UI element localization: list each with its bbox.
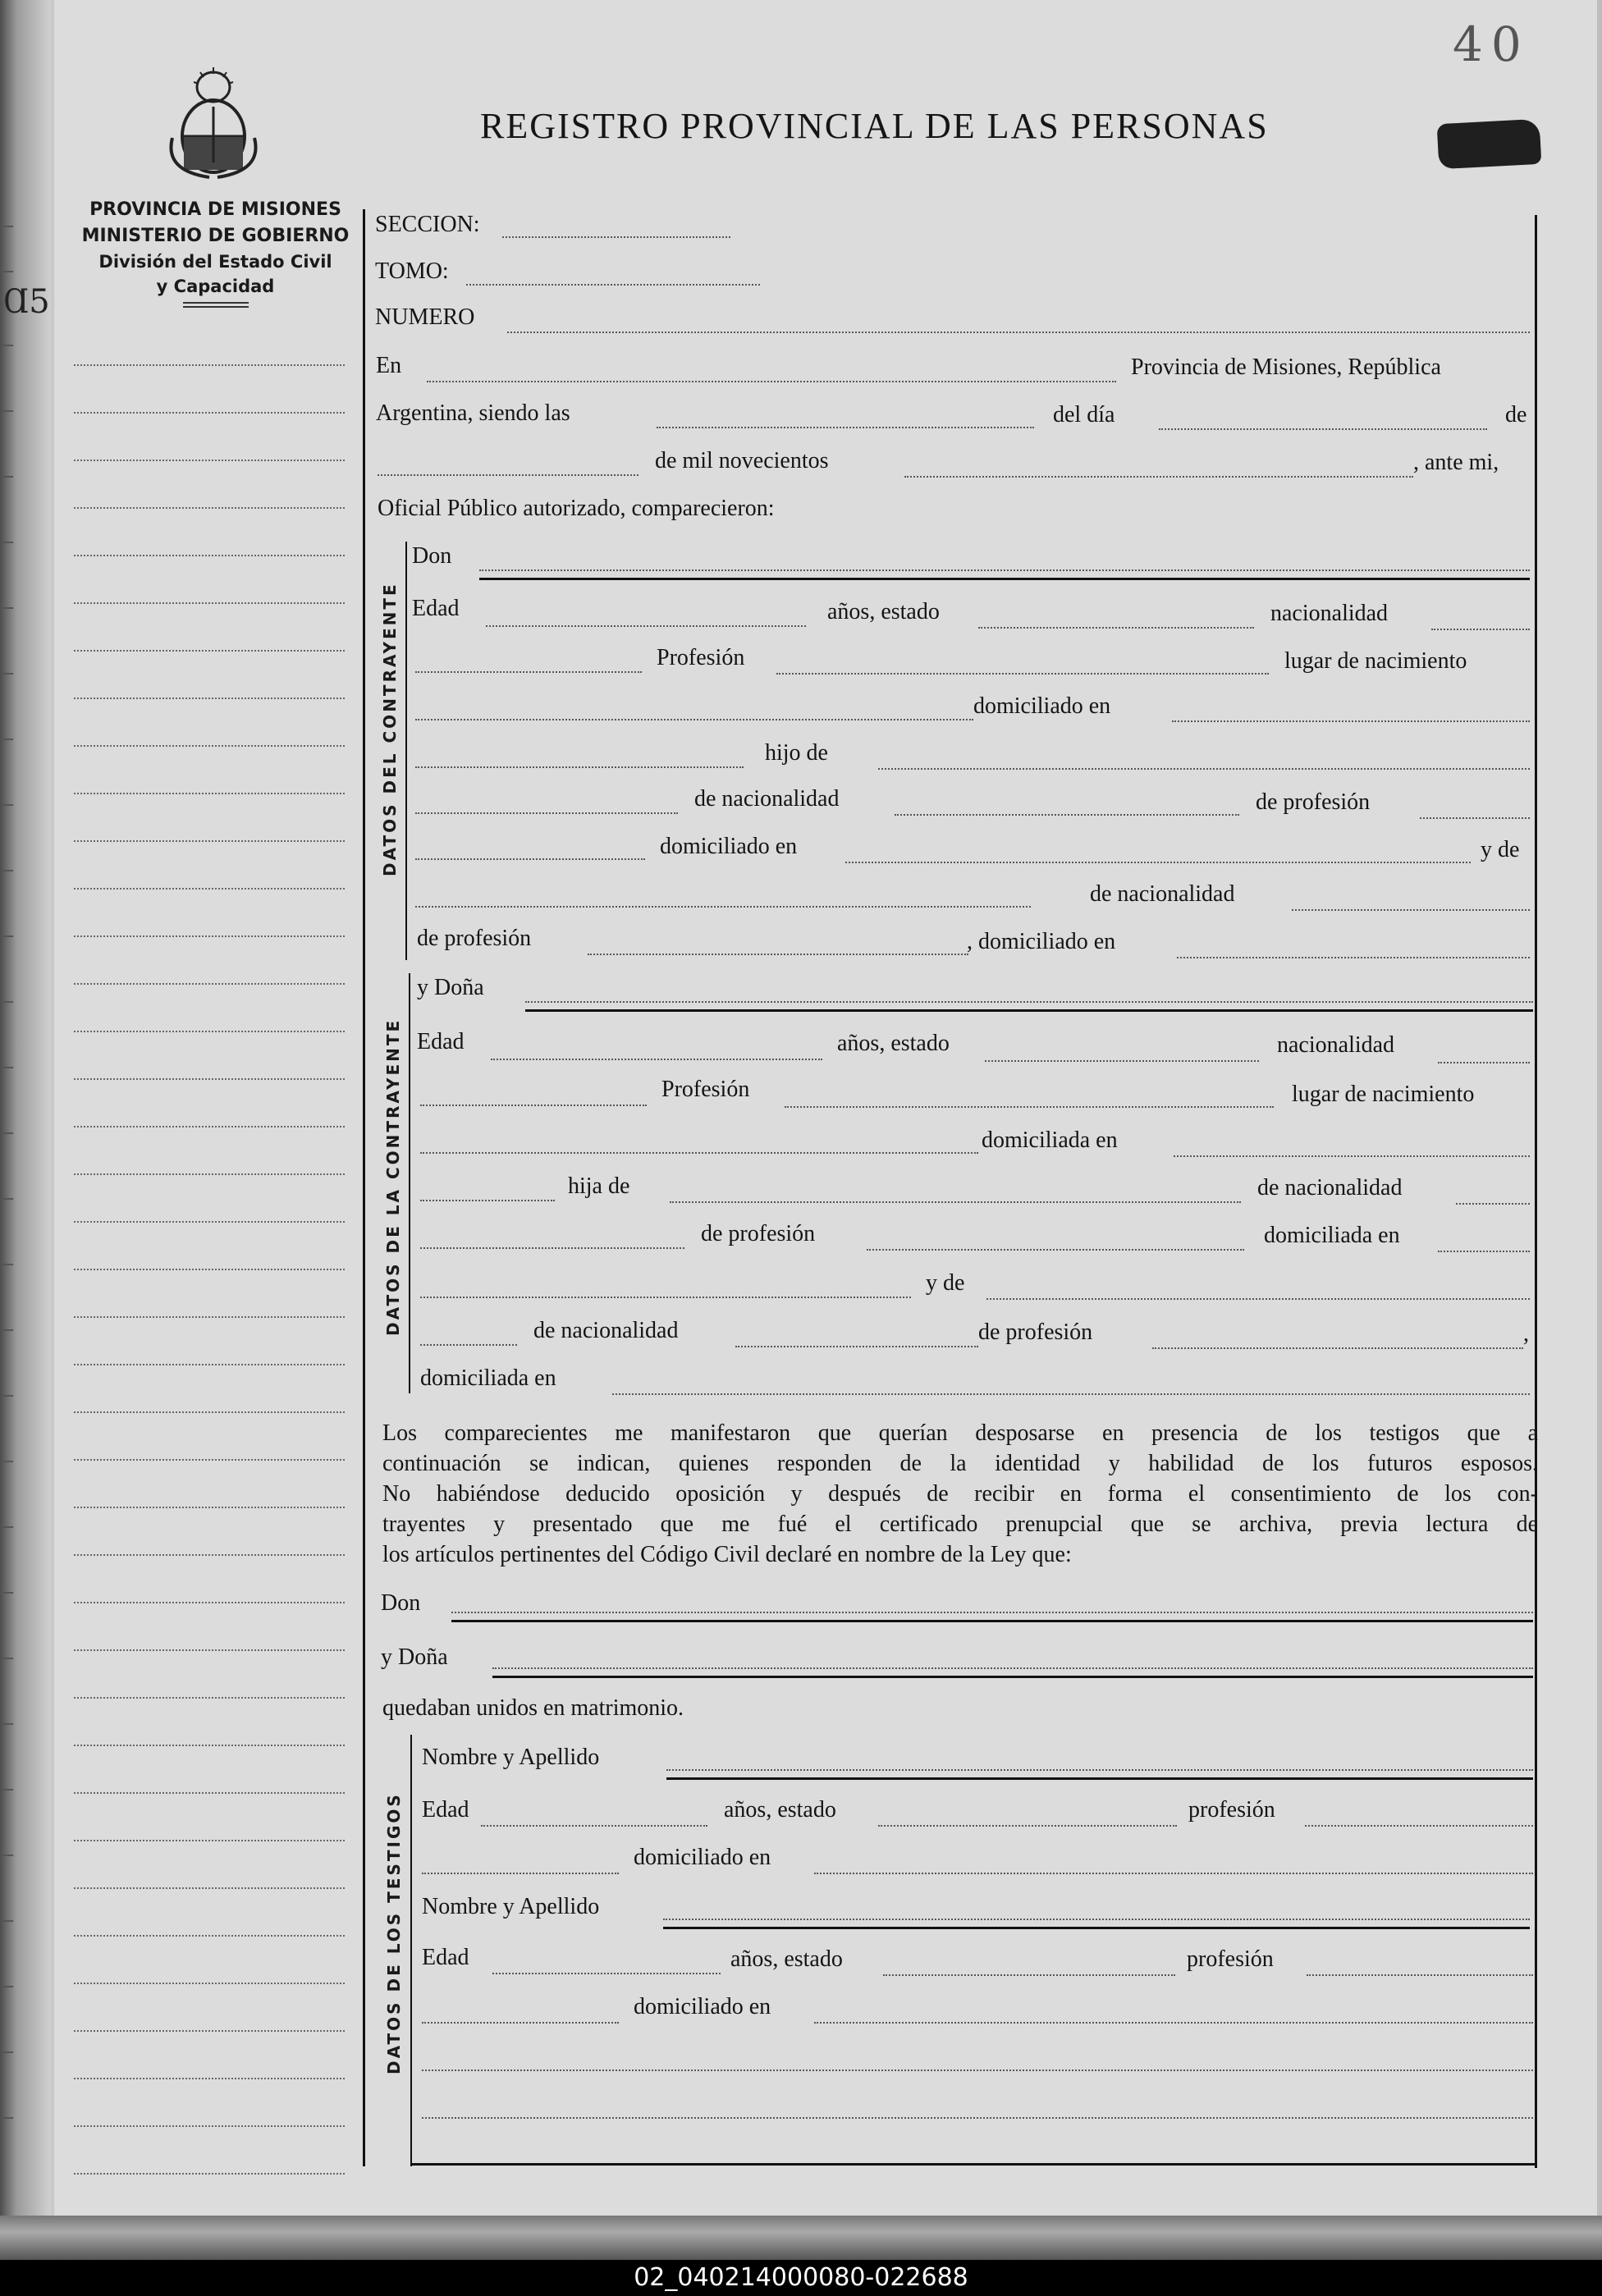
en-field[interactable] (427, 381, 1116, 382)
contrayenta-madre-cont-field[interactable] (420, 1344, 517, 1346)
testigo2-edad-field[interactable] (492, 1973, 721, 1974)
label-lugar-nacimiento-contrayenta: lugar de nacimiento (1292, 1082, 1475, 1107)
label-nombre-testigo-1: Nombre y Apellido (422, 1745, 600, 1770)
label-anos-estado: años, estado (827, 599, 940, 624)
madre-domicilio-field[interactable] (1177, 957, 1530, 958)
issuing-office (78, 197, 353, 308)
org-province: PROVINCIA DE MISIONES (89, 199, 341, 220)
page-bottom-edge (0, 2216, 1602, 2260)
org-underline (183, 302, 249, 308)
label-provincia: Provincia de Misiones, República (1131, 354, 1441, 380)
coat-of-arms-icon (164, 64, 263, 179)
contrayenta-padre-domicilio-cont-field[interactable] (420, 1297, 911, 1298)
padre-profesion-field[interactable] (1420, 817, 1530, 819)
margin-handwritten-note: Ɑ5 (3, 283, 50, 321)
label-profesion: Profesión (657, 645, 745, 670)
label-del-dia: del día (1053, 402, 1115, 428)
contrayenta-madre-field[interactable] (986, 1298, 1530, 1300)
dia-field[interactable] (1159, 428, 1487, 430)
image-caption: 02_040214000080-022688 (0, 2260, 1602, 2296)
mes-field[interactable] (378, 474, 639, 476)
label-domiciliada-en: domiciliada en (982, 1127, 1118, 1153)
label-de-nacionalidad: de nacionalidad (694, 786, 840, 812)
label-domiciliado-testigo-2: domiciliado en (634, 1994, 771, 2019)
contrayenta-profesion-field[interactable] (785, 1106, 1274, 1108)
contrayenta-padre-nacionalidad-field[interactable] (1456, 1203, 1530, 1205)
tomo-field[interactable] (466, 284, 760, 286)
contrayenta-nacionalidad-cont-field[interactable] (420, 1105, 647, 1106)
contrayenta-nombre-field[interactable] (525, 1001, 1533, 1003)
label-profesion-contrayenta: Profesión (661, 1077, 750, 1102)
esposa-nombre-rule (492, 1676, 1533, 1678)
padre-nacionalidad-field[interactable] (895, 814, 1239, 816)
testigo1-nombre-field[interactable] (666, 1769, 1533, 1771)
label-union-don: Don (381, 1590, 421, 1616)
contrayente-bracket (405, 542, 407, 960)
label-union-y-dona: y Doña (381, 1644, 448, 1670)
label-tomo: TOMO: (375, 258, 449, 284)
label-de-nacionalidad-contrayenta: de nacionalidad (1257, 1175, 1403, 1201)
contrayenta-nacionalidad-field[interactable] (1438, 1062, 1530, 1063)
testigo2-domicilio-field[interactable] (814, 2022, 1533, 2024)
contrayenta-madre-domicilio-field[interactable] (612, 1393, 1530, 1395)
testigo2-nombre-rule (663, 1927, 1530, 1929)
label-domiciliado-en: domiciliado en (973, 693, 1111, 719)
testigos-bracket (410, 1735, 412, 2166)
hora-field[interactable] (657, 427, 1034, 428)
contrayente-nombre-field[interactable] (479, 569, 1530, 571)
book-spine-edge (0, 0, 59, 2232)
label-de-profesion-contrayenta: de profesión (701, 1221, 816, 1246)
testigo1-edad-field[interactable] (481, 1825, 707, 1827)
label-hijo-de: hijo de (765, 740, 828, 766)
label-edad-contrayenta: Edad (417, 1029, 465, 1054)
madre-nacionalidad-field[interactable] (1292, 909, 1530, 911)
ink-stamp (1437, 119, 1542, 169)
label-de-profesion-madre: de profesión (417, 926, 532, 951)
right-border (1535, 215, 1537, 2168)
testigo2-profesion-cont-field[interactable] (422, 2022, 619, 2024)
contrayenta-edad-field[interactable] (491, 1059, 822, 1060)
padre-profesion-cont-field[interactable] (415, 858, 645, 860)
label-don: Don (412, 543, 452, 569)
contrayenta-domicilio-cont-field[interactable] (420, 1200, 555, 1201)
label-numero: NUMERO (375, 304, 475, 330)
label-quedaban-unidos: quedaban unidos en matrimonio. (382, 1695, 684, 1721)
contrayente-lugar-field[interactable] (415, 719, 973, 720)
label-nacionalidad: nacionalidad (1270, 601, 1389, 626)
label-hija-de: hija de (568, 1173, 630, 1199)
label-argentina-siendo: Argentina, siendo las (376, 400, 570, 426)
contrayenta-madre-nacionalidad-field[interactable] (735, 1346, 978, 1347)
label-de-nacionalidad-madre-contrayenta: de nacionalidad (533, 1318, 679, 1343)
testigo1-profesion-cont-field[interactable] (422, 1873, 619, 1874)
label-edad-testigo-2: Edad (422, 1945, 469, 1970)
contrayente-padre-field[interactable] (878, 768, 1530, 770)
contrayenta-madre-profesion-field[interactable] (1152, 1347, 1523, 1349)
madre-profesion-field[interactable] (588, 954, 968, 955)
esposo-nombre-field[interactable] (451, 1612, 1533, 1613)
label-anos-estado-testigo-1: años, estado (724, 1797, 836, 1823)
testigo2-domicilio-cont-field[interactable] (422, 2070, 1533, 2071)
page-number: 40 (1453, 16, 1530, 72)
label-nombre-testigo-2: Nombre y Apellido (422, 1894, 600, 1919)
section-label-contrayente: DATOS DEL CONTRAYENTE (380, 582, 400, 876)
contrayente-nacionalidad-cont-field[interactable] (415, 671, 642, 673)
esposo-nombre-rule (451, 1620, 1533, 1622)
contrayenta-padre-field[interactable] (670, 1201, 1241, 1203)
label-de-mil-novecientos: de mil novecientos (655, 448, 829, 473)
label-seccion: SECCION: (375, 212, 480, 237)
label-de-nacionalidad-madre: de nacionalidad (1090, 881, 1235, 907)
paragraph-line: continuación se indican, quienes responden de la identidad y habilidad de los futuros esposos. (382, 1451, 1538, 1476)
contrayenta-padre-domicilio-field[interactable] (1438, 1251, 1530, 1252)
label-de-profesion-madre-contrayenta: de profesión (978, 1320, 1093, 1345)
label-en: En (376, 353, 402, 378)
contrayente-profesion-field[interactable] (776, 673, 1269, 675)
label-domiciliado-testigo-1: domiciliado en (634, 1845, 771, 1870)
margin-divider (363, 209, 365, 2166)
testigo2-estado-field[interactable] (883, 1974, 1175, 1976)
testigo2-profesion-field[interactable] (1307, 1974, 1533, 1976)
label-lugar-nacimiento: lugar de nacimiento (1284, 648, 1467, 674)
punct-comma: , (1523, 1321, 1529, 1347)
form-bottom-rule (410, 2163, 1536, 2166)
label-de: de (1505, 402, 1527, 428)
label-y-de-contrayenta: y de (926, 1270, 965, 1296)
testigo1-domicilio-field[interactable] (814, 1873, 1533, 1874)
contrayenta-padre-profesion-field[interactable] (867, 1249, 1244, 1251)
testigo1-nombre-rule (666, 1777, 1533, 1780)
label-edad: Edad (412, 596, 460, 621)
contrayente-nombre-rule (479, 578, 1530, 580)
contrayenta-domicilio-field[interactable] (1174, 1155, 1530, 1157)
label-anos-estado-contrayenta: años, estado (837, 1031, 950, 1056)
contrayente-estado-field[interactable] (978, 627, 1254, 629)
label-y-de: y de (1481, 837, 1520, 862)
contrayenta-nombre-rule (525, 1009, 1533, 1012)
padre-domicilio-field[interactable] (845, 862, 1471, 863)
contrayente-edad-field[interactable] (486, 625, 806, 627)
document-title: REGISTRO PROVINCIAL DE LAS PERSONAS (480, 106, 1269, 146)
esposa-nombre-field[interactable] (492, 1667, 1533, 1669)
label-profesion-testigo-1: profesión (1188, 1797, 1275, 1823)
declaration-paragraph (382, 1418, 1538, 1570)
testigo1-estado-field[interactable] (878, 1825, 1177, 1827)
testigo2-nombre-field[interactable] (663, 1919, 1530, 1920)
ano-field[interactable] (904, 476, 1413, 478)
org-division: División del Estado Civil (98, 252, 332, 272)
contrayente-domicilio-cont-field[interactable] (415, 766, 744, 768)
label-anos-estado-testigo-2: años, estado (730, 1946, 843, 1972)
org-capacity: y Capacidad (156, 277, 275, 296)
label-domiciliado-en-madre: , domiciliado en (967, 929, 1116, 954)
label-domiciliado-en-padre: domiciliado en (660, 834, 798, 859)
label-de-profesion: de profesión (1256, 789, 1371, 815)
contrayente-nacionalidad-field[interactable] (1431, 629, 1530, 630)
contrayenta-estado-field[interactable] (985, 1060, 1259, 1062)
contrayenta-padre-nacionalidad-cont-field[interactable] (420, 1247, 684, 1249)
seccion-field[interactable] (502, 236, 730, 238)
org-ministry: MINISTERIO DE GOBIERNO (81, 226, 350, 246)
label-ante-mi: , ante mi, (1413, 450, 1499, 475)
label-nacionalidad-contrayenta: nacionalidad (1277, 1032, 1395, 1058)
paragraph-line: Los comparecientes me manifestaron que querían desposarse en presencia de los testigos que a (382, 1420, 1538, 1446)
contrayenta-lugar-field[interactable] (420, 1152, 978, 1154)
label-domiciliada-en-padre: domiciliada en (1264, 1223, 1400, 1248)
label-y-dona: y Doña (417, 975, 484, 1000)
contrayente-domicilio-field[interactable] (1172, 720, 1530, 722)
paragraph-line: trayentes y presentado que me fué el certificado prenupcial que se archiva, previa lectura de (382, 1512, 1538, 1537)
label-profesion-testigo-2: profesión (1187, 1946, 1274, 1972)
contrayente-madre-field[interactable] (415, 906, 1031, 908)
paragraph-line: No habiéndose deducido oposición y después de recibir en forma el consentimiento de los con- (382, 1481, 1538, 1507)
numero-field[interactable] (507, 332, 1530, 333)
paragraph-line: los artículos pertinentes del Código Civil declaré en nombre de la Ley que: (382, 1542, 1072, 1567)
testigo2-extra-field[interactable] (422, 2117, 1533, 2119)
section-label-testigos: DATOS DE LOS TESTIGOS (384, 1792, 404, 2074)
contrayenta-bracket (409, 973, 410, 1393)
section-label-contrayenta: DATOS DE LA CONTRAYENTE (383, 1018, 403, 1336)
label-domiciliada-en-madre: domiciliada en (420, 1365, 556, 1391)
testigo1-profesion-field[interactable] (1305, 1825, 1533, 1827)
label-edad-testigo-1: Edad (422, 1797, 469, 1823)
label-oficial-publico: Oficial Público autorizado, comparecieron: (378, 496, 775, 521)
contrayente-padre-cont-field[interactable] (415, 812, 678, 814)
